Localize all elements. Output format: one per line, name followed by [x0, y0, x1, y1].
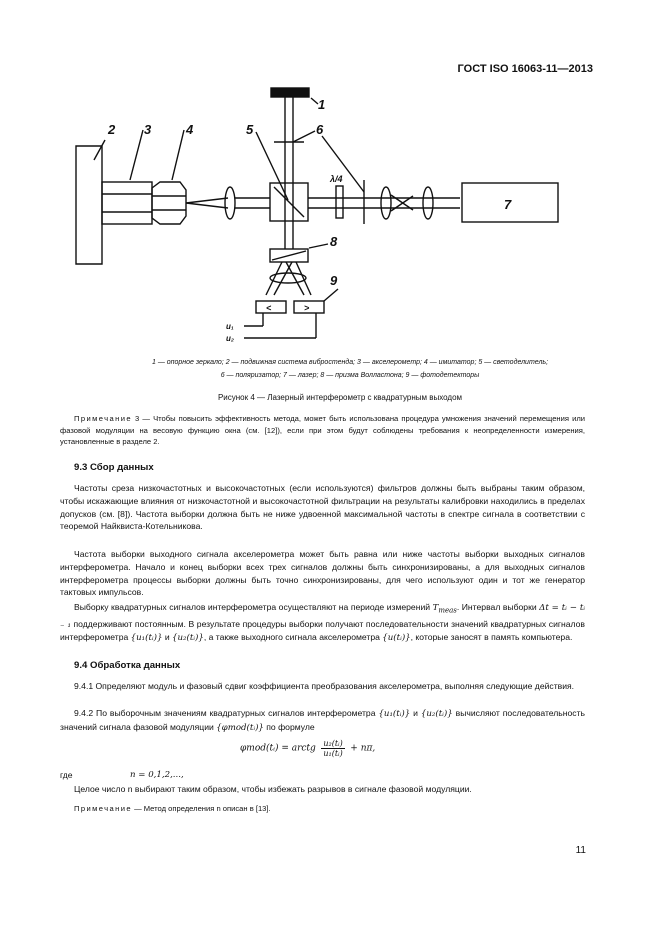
phase-formula: [240, 739, 375, 758]
section-9-3-heading: 9.3 Сбор данных: [74, 462, 154, 473]
signal-u2: u₂: [226, 334, 234, 343]
simulator: [152, 182, 186, 224]
interferometer-diagram: [60, 82, 620, 354]
label-6: 6: [316, 122, 324, 137]
seq-u2: {u₂(tᵢ)}: [420, 709, 453, 719]
text-fragment: , а также выходного сигнала акселерометра: [203, 632, 383, 643]
label-7: 7: [504, 197, 512, 212]
label-3: 3: [144, 122, 152, 137]
text-fragment: 9.4.2 По выборочным значениям квадратурных сигналов интерферометра: [74, 708, 379, 718]
note-text: 3 — Чтобы повысить эффективность метода, может быть использована процедура умножения значений перемещения или фазовой модуляции на весовую функцию окна (см. [12]), если при этом будут соблюдены требования к неопределенности измерения, установленные в разделе 2.: [60, 414, 585, 446]
label-9: 9: [330, 273, 338, 288]
text-fragment: . Интервал выборки: [456, 602, 540, 612]
section-9-3-paragraph-1: Частоты среза низкочастотных и высокочастотных (если используются) фильтров должны быть выбраны таким образом, чтобы искажающие влияния от низкочастотной и высокочастотной фильтрации на результаты калибровки находились в пределах допусков (см. [8]). Частота выборки должна быть не ниже удвоенной максимальной частоты в спектре сигнала в соответствии с теоремой Найквиста-Котельникова.: [60, 483, 585, 532]
vibration-exciter: [76, 146, 102, 264]
document-header: ГОСТ ISO 16063-11—2013: [457, 63, 593, 75]
text-fragment: , которые заносят в память компьютера.: [410, 632, 573, 643]
signal-u1: u₁: [226, 322, 234, 331]
seq-u2: {u₂(tᵢ)}: [172, 633, 204, 644]
text-fragment: Выборку квадратурных сигналов интерферометра осуществляют на периоде измерений: [74, 602, 433, 612]
label-2: 2: [108, 122, 116, 137]
text-fragment: поддерживают постоянным. В результате процедуры выборки получают последовательности значений квадратурных сигналов интерферометра: [60, 618, 585, 643]
detector-right-symbol: >: [304, 303, 310, 313]
delta-t-formula: Δt = tᵢ − tᵢ ₋ ₁: [60, 603, 586, 630]
page-number: 11: [575, 845, 586, 856]
section-9-4-heading: 9.4 Обработка данных: [74, 660, 181, 671]
section-9-4-text: Целое число n выбирают таким образом, чтобы избежать разрывов в сигнале фазовой модуляции.: [74, 784, 472, 794]
formula-rhs: + nπ,: [350, 743, 376, 754]
figure-legend-line1: 1 — опорное зеркало; 2 — подвижная система вибростенда; 3 — акселерометр; 4 — имитатор; 5 — светоделитель;: [151, 359, 549, 366]
detector-left-symbol: <: [266, 303, 272, 313]
label-5: 5: [246, 122, 254, 137]
label-1: 1: [318, 97, 326, 112]
note-label: Примечание: [74, 804, 132, 813]
label-lambda-4: λ/4: [330, 174, 343, 184]
reference-mirror: [271, 88, 309, 97]
text-fragment: и: [162, 632, 173, 643]
seq-u1: {u₁(tᵢ)}: [378, 709, 411, 719]
section-9-4-2: [60, 707, 585, 735]
note-3: [60, 413, 585, 448]
formula-fraction: [321, 739, 344, 758]
figure-caption: Рисунок 4 — Лазерный интерферометр с квадратурным выходом: [217, 393, 463, 402]
formula-numerator: u₂(tᵢ): [323, 739, 343, 748]
seq-u: {u(tᵢ)}: [382, 633, 411, 644]
text-fragment: по формуле: [263, 721, 315, 732]
formula-denominator: u₁(tᵢ): [323, 749, 343, 758]
figure-legend-line2: 6 — поляризатор; 7 — лазер; 8 — призма Волластона; 9 — фотодетекторы: [220, 372, 480, 379]
text-fragment: и: [410, 708, 421, 718]
section-9-3-paragraph-3: [60, 601, 585, 645]
where-label: где: [60, 770, 73, 780]
section-9-4-1: 9.4.1 Определяют модуль и фазовый сдвиг коэффициента преобразования акселерометра, выполняя следующие действия.: [74, 681, 575, 691]
note-text: — Метод определения n описан в [13].: [131, 804, 271, 813]
text-fragment: вычисляют последовательность значений сигнала фазовой модуляции: [60, 708, 586, 732]
seq-u1: {u₁(tᵢ)}: [130, 633, 163, 644]
accelerometer: [102, 182, 152, 224]
n-values: n = 0,1,2,...,: [130, 770, 184, 780]
label-8: 8: [330, 234, 338, 249]
formula-lhs: φmod(tᵢ) = arctg: [240, 743, 316, 754]
t-meas: T: [432, 603, 439, 613]
note-n-method: [60, 803, 585, 815]
label-4: 4: [186, 122, 194, 137]
note-label: Примечание: [74, 414, 132, 423]
seq-phi-mod: {φmod(tᵢ)}: [216, 722, 264, 733]
section-9-3-paragraph-2: Частота выборки выходного сигнала акселерометра может быть равна или ниже частоты выборки выходных сигналов интерферометра. Начало и конец выборки всех трех сигналов должны быть синхронизированы, а для выходных сигналов интерферометра процессы выборки должны быть точно синхронизированы, для чего используют один и тот же генератор тактовых импульсов.: [60, 549, 585, 598]
t-meas-sub: meas: [438, 606, 457, 615]
